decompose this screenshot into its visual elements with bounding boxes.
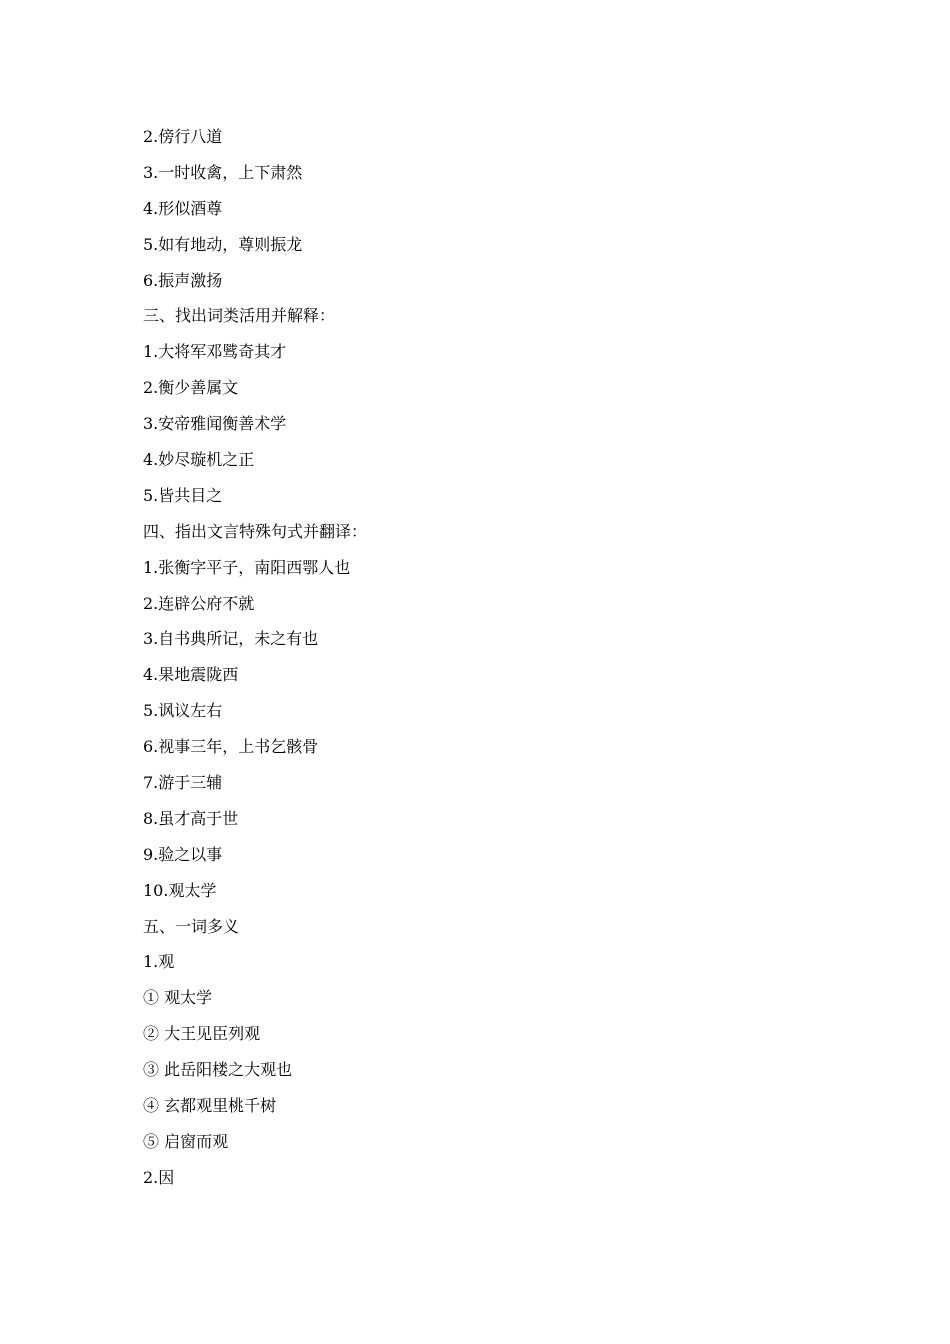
text-line: ⑤ 启窗而观	[143, 1131, 229, 1151]
text-line: 2.因	[143, 1167, 175, 1187]
text-line: 10.观太学	[143, 880, 217, 900]
section-heading: 四、指出文言特殊句式并翻译：	[143, 521, 368, 541]
text-line: 9.验之以事	[143, 844, 223, 864]
text-line: 7.游于三辅	[143, 773, 223, 793]
text-line: 8.虽才高于世	[143, 808, 239, 828]
text-line: 1.张衡字平子，南阳西鄂人也	[143, 557, 351, 577]
text-line: 2.衡少善属文	[143, 378, 239, 398]
text-line: 4.妙尽璇机之正	[143, 450, 255, 470]
text-line: 5.讽议左右	[143, 701, 223, 721]
text-line: ② 大王见臣列观	[143, 1024, 261, 1044]
section-heading: 三、找出词类活用并解释：	[143, 306, 336, 326]
text-line: 3.自书典所记，未之有也	[143, 629, 319, 649]
document-body	[143, 122, 843, 1199]
text-line: 4.果地震陇西	[143, 665, 239, 685]
section-heading: 五、一词多义	[143, 916, 240, 936]
text-line: 5.皆共目之	[143, 485, 223, 505]
text-line: 2.连辟公府不就	[143, 593, 255, 613]
text-line: 6.视事三年，上书乞骸骨	[143, 737, 319, 757]
text-line: ③ 此岳阳楼之大观也	[143, 1060, 293, 1080]
text-line: 3.安帝雅闻衡善术学	[143, 414, 287, 434]
text-line: 5.如有地动，尊则振龙	[143, 234, 303, 254]
text-line: 4.形似酒尊	[143, 198, 223, 218]
text-line: 2.傍行八道	[143, 127, 223, 146]
text-line: 1.观	[143, 952, 175, 972]
text-line: 1.大将军邓骘奇其才	[143, 342, 287, 362]
text-line: 3.一时收禽，上下肃然	[143, 162, 303, 182]
text-line: ④ 玄都观里桃千树	[143, 1096, 277, 1116]
text-line: 6.振声激扬	[143, 270, 223, 290]
text-line: ① 观太学	[143, 988, 213, 1008]
